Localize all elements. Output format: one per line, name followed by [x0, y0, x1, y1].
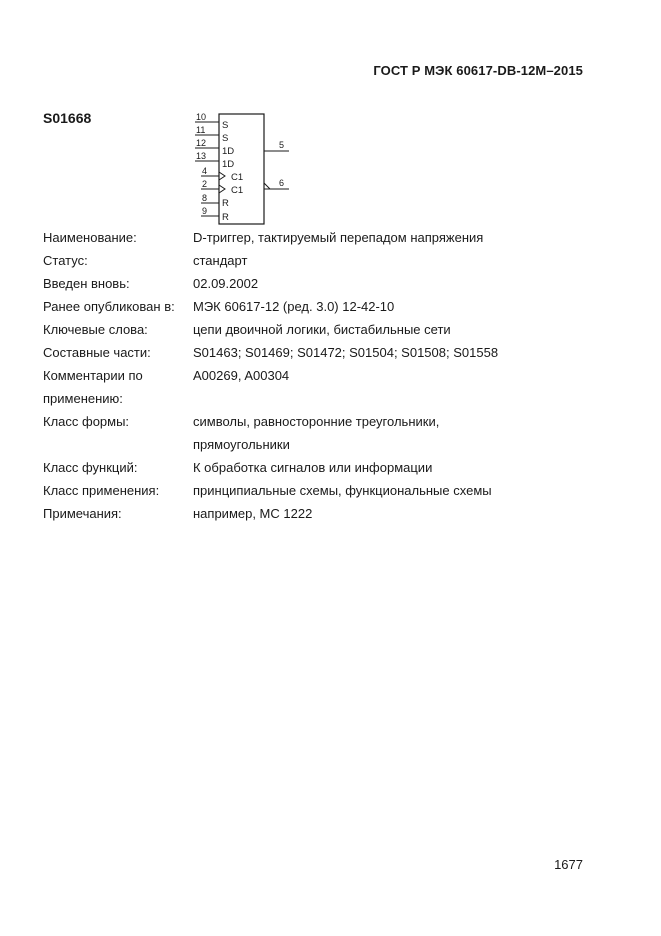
property-value	[193, 387, 583, 410]
dynamic-input-marker-2	[219, 185, 225, 193]
input-label: S	[222, 120, 229, 131]
pin-number: 2	[202, 179, 208, 189]
property-value: стандарт	[193, 253, 248, 268]
property-key: Класс формы:	[43, 414, 130, 429]
pin-number: 8	[202, 193, 208, 203]
input-label: C1	[231, 185, 244, 196]
property-key: Класс функций:	[43, 460, 138, 475]
property-row	[43, 433, 583, 456]
property-value: принципиальные схемы, функциональные схемы	[193, 483, 492, 498]
property-value: К обработка сигналов или информации	[193, 460, 433, 475]
property-value: цепи двоичной логики, бистабильные сети	[193, 322, 451, 337]
pin-number: 4	[202, 166, 208, 176]
input-label: S	[222, 133, 229, 144]
property-key: Примечания:	[43, 506, 122, 521]
pin-number: 9	[202, 206, 208, 216]
property-row	[43, 456, 583, 479]
pin-number: 10	[196, 112, 207, 122]
property-row	[43, 410, 583, 433]
pin-number: 5	[279, 140, 285, 150]
properties-table	[43, 226, 583, 525]
property-key: Наименование:	[43, 230, 137, 245]
property-value: МЭК 60617-12 (ред. 3.0) 12-42-10	[193, 299, 395, 314]
input-label: R	[222, 212, 229, 223]
property-row	[43, 272, 583, 295]
input-label: 1D	[222, 146, 235, 157]
property-value: S01463; S01469; S01472; S01504; S01508; S01558	[193, 345, 499, 360]
property-key: применению:	[43, 391, 123, 406]
property-value: прямоугольники	[193, 437, 290, 452]
input-label: C1	[231, 172, 244, 183]
property-value: например, МС 1222	[193, 506, 313, 521]
property-key: Введен вновь:	[43, 276, 130, 291]
property-row	[43, 364, 583, 387]
property-value: 02.09.2002	[193, 276, 259, 291]
property-key: Составные части:	[43, 345, 151, 360]
property-key	[43, 433, 193, 456]
symbol-code: S01668	[43, 110, 92, 126]
property-value: A00269, A00304	[193, 368, 290, 383]
property-row	[43, 479, 583, 502]
property-key: Статус:	[43, 253, 88, 268]
d-trigger-symbol	[193, 113, 293, 225]
property-value: символы, равносторонние треугольники,	[193, 414, 440, 429]
pin-number: 12	[196, 138, 207, 148]
property-row	[43, 226, 583, 249]
property-row	[43, 295, 583, 318]
property-key: Ранее опубликован в:	[43, 299, 175, 314]
page-number: 1677	[554, 857, 583, 872]
pin-number: 13	[196, 151, 207, 161]
property-row	[43, 502, 583, 525]
pin-number: 6	[279, 178, 285, 188]
pin-number: 11	[196, 125, 206, 135]
input-label: R	[222, 198, 229, 209]
property-row	[43, 318, 583, 341]
document-header: ГОСТ Р МЭК 60617-DB-12M–2015	[373, 63, 583, 78]
property-value: D-триггер, тактируемый перепадом напряжения	[193, 230, 484, 245]
property-row	[43, 341, 583, 364]
property-key: Ключевые слова:	[43, 322, 148, 337]
dynamic-input-marker-4	[219, 172, 225, 180]
input-label: 1D	[222, 159, 235, 170]
property-row	[43, 249, 583, 272]
property-row	[43, 387, 583, 410]
property-key: Комментарии по	[43, 368, 143, 383]
property-key: Класс применения:	[43, 483, 160, 498]
negation-marker-6	[264, 183, 270, 189]
